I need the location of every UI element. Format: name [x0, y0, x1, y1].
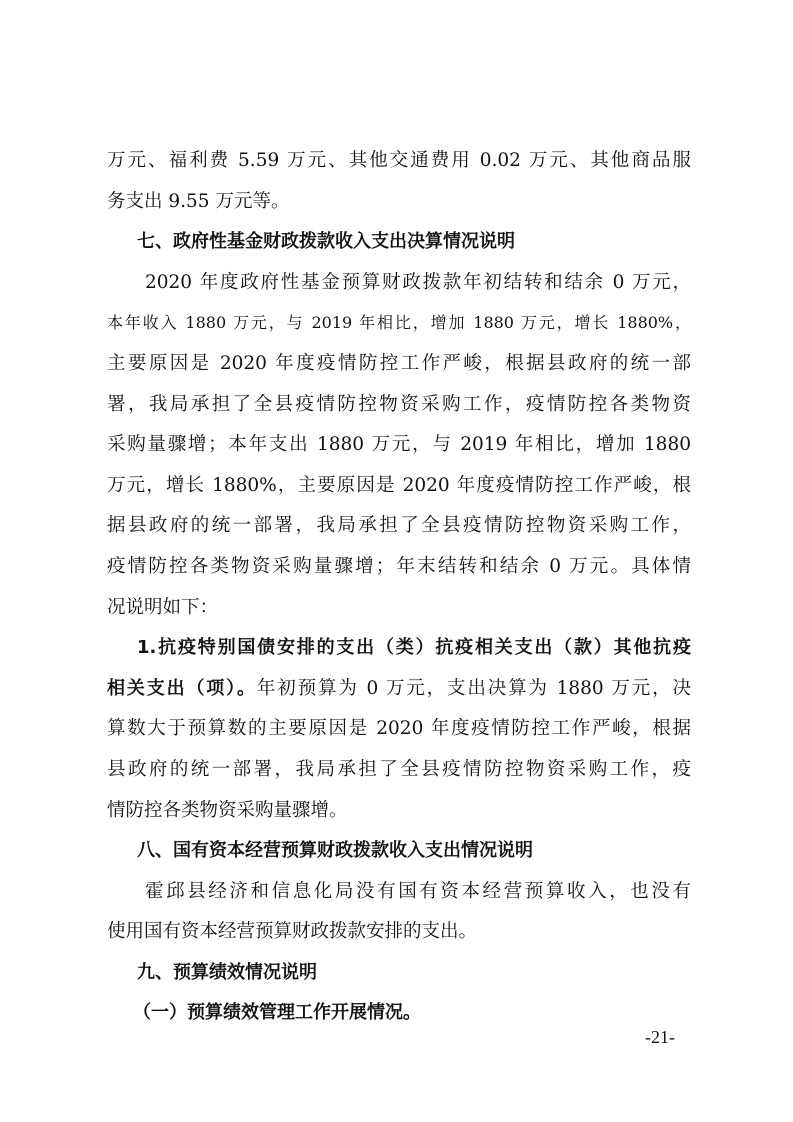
body-line: 算数大于预算数的主要原因是 2020 年度疫情防控工作严峻，根据 [107, 718, 691, 740]
body-line: 疫情防控各类物资采购量骤增；年末结转和结余 0 万元。具体情 [107, 555, 691, 577]
body-line: 情防控各类物资采购量骤增。 [107, 799, 348, 821]
section-heading-8: 八、国有资本经营预算财政拨款收入支出情况说明 [137, 840, 533, 862]
body-line: 2020 年度政府性基金预算财政拨款年初结转和结余 0 万元， [145, 271, 691, 293]
body-line: 万元，增长 1880%，主要原因是 2020 年度疫情防控工作严峻，根 [107, 474, 691, 496]
body-line: 务支出 9.55 万元等。 [107, 190, 290, 212]
body-line: 本年收入 1880 万元，与 2019 年相比，增加 1880 万元，增长 1880%， [107, 313, 691, 333]
section-heading-9: 九、预算绩效情况说明 [137, 961, 317, 983]
subsection-heading-1-end: 相关支出（项）。 [107, 677, 257, 699]
body-line: 主要原因是 2020 年度疫情防控工作严峻，根据县政府的统一部 [107, 352, 691, 374]
body-line: 况说明如下： [107, 596, 219, 618]
body-text: 年初预算为 0 万元，支出决算为 1880 万元，决 [256, 677, 691, 699]
body-line: 万元、福利费 5.59 万元、其他交通费用 0.02 万元、其他商品服 [107, 150, 691, 171]
body-line: 县政府的统一部署，我局承担了全县疫情防控物资采购工作，疫 [107, 758, 691, 780]
body-line [107, 669, 691, 710]
body-line: 据县政府的统一部署，我局承担了全县疫情防控物资采购工作， [107, 515, 691, 537]
body-line: 署，我局承担了全县疫情防控物资采购工作，疫情防控各类物资 [107, 393, 691, 415]
subsection-heading-1: 1.抗疫特别国债安排的支出（类）抗疫相关支出（款）其他抗疫 [137, 637, 691, 659]
body-line: 采购量骤增；本年支出 1880 万元，与 2019 年相比，增加 1880 [107, 434, 691, 456]
document-body [107, 141, 691, 1034]
body-line: 霍邱县经济和信息化局没有国有资本经营预算收入，也没有 [145, 880, 691, 902]
subsection-heading-9-1: （一）预算绩效管理工作开展情况。 [133, 1002, 421, 1024]
body-line: 使用国有资本经营预算财政拨款安排的支出。 [107, 921, 478, 943]
section-heading-7: 七、政府性基金财政拨款收入支出决算情况说明 [137, 231, 515, 253]
page-number: -21- [645, 1027, 675, 1047]
